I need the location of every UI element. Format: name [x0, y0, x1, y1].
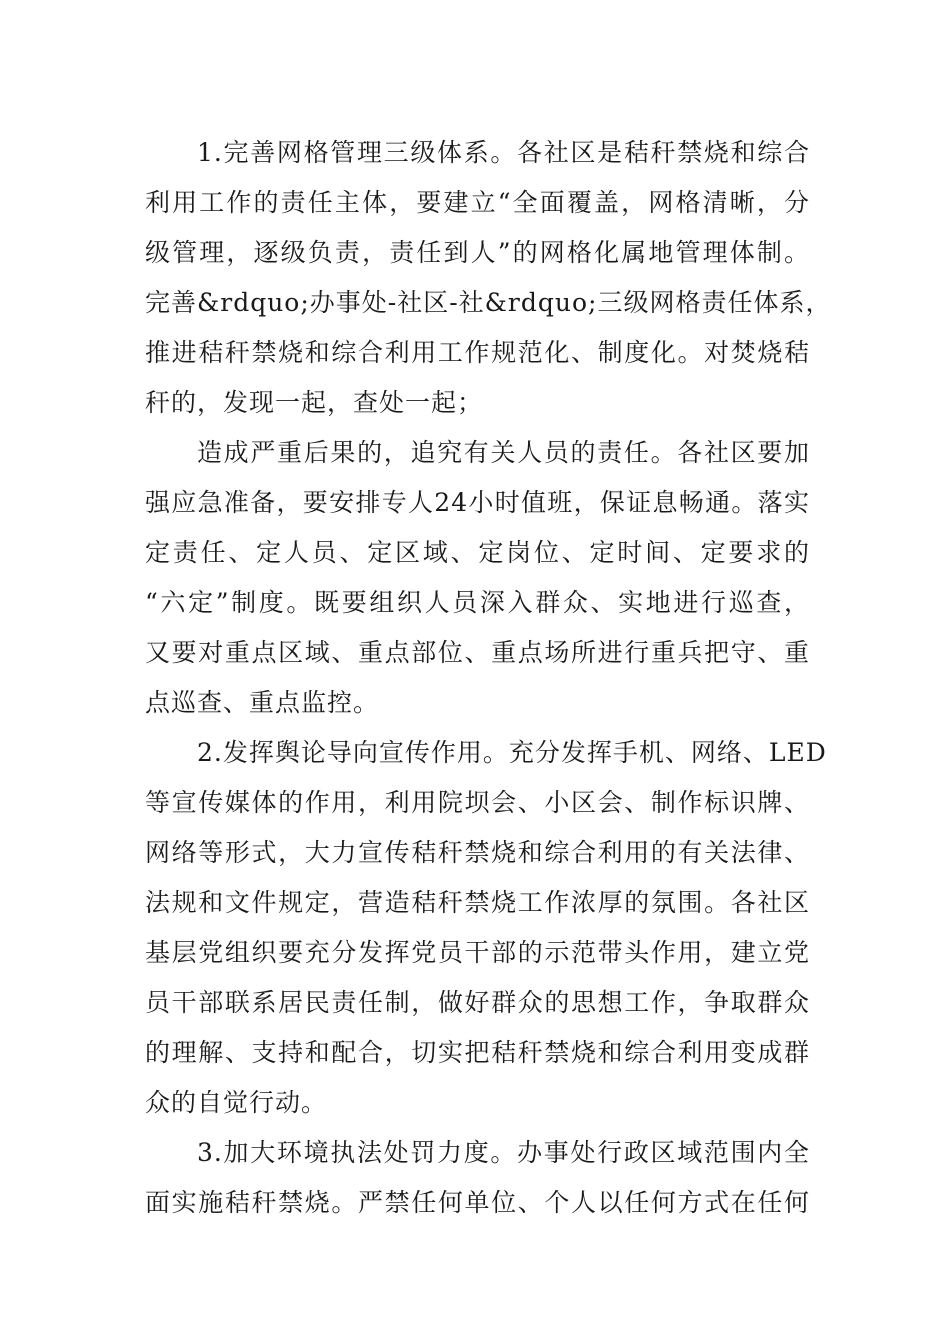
text-line: 众的自觉行动。: [145, 1088, 328, 1117]
text-line: 的理解、支持和配合，切实把秸秆禁烧和综合利用变成群: [145, 1038, 810, 1067]
text-line: 又要对重点区域、重点部位、重点场所进行重兵把守、重: [145, 638, 810, 667]
paragraph: [145, 428, 810, 728]
text-line: 面实施秸秆禁烧。严禁任何单位、个人以任何方式在任何: [145, 1188, 810, 1217]
text-line: 造成严重后果的，追究有关人员的责任。各社区要加: [197, 438, 810, 467]
text-line: 秆的，发现一起，查处一起；: [145, 388, 484, 417]
text-line: 网络等形式，大力宣传秸秆禁烧和综合利用的有关法律、: [145, 838, 810, 867]
text-line: 法规和文件规定，营造秸秆禁烧工作浓厚的氛围。各社区: [145, 888, 810, 917]
paragraph: [145, 128, 832, 428]
text-line: 1.完善网格管理三级体系。各社区是秸秆禁烧和综合: [197, 138, 810, 167]
text-line: 定责任、定人员、定区域、定岗位、定时间、定要求的: [145, 538, 810, 567]
text-line: 推进秸秆禁烧和综合利用工作规范化、制度化。对焚烧秸: [145, 338, 810, 367]
text-line: 等宣传媒体的作用，利用院坝会、小区会、制作标识牌、: [145, 788, 810, 817]
text-line: 员干部联系居民责任制，做好群众的思想工作，争取群众: [145, 988, 810, 1017]
text-line: 2.发挥舆论导向宣传作用。充分发挥手机、网络、LED: [197, 738, 827, 767]
paragraph: [145, 1128, 810, 1228]
document-body: [145, 128, 832, 1228]
text-line: 3.加大环境执法处罚力度。办事处行政区域范围内全: [197, 1138, 810, 1167]
text-line: 基层党组织要充分发挥党员干部的示范带头作用，建立党: [145, 938, 810, 967]
text-line: “六定”制度。既要组织人员深入群众、实地进行巡查，: [145, 588, 810, 617]
text-line: 完善&rdquo;办事处-社区-社&rdquo;三级网格责任体系，: [145, 288, 832, 317]
text-line: 强应急准备，要安排专人24小时值班，保证息畅通。落实: [145, 488, 810, 517]
text-line: 点巡查、重点监控。: [145, 688, 380, 717]
text-line: 级管理，逐级负责，责任到人”的网格化属地管理体制。: [145, 238, 810, 267]
paragraph: [145, 728, 827, 1128]
text-line: 利用工作的责任主体，要建立“全面覆盖，网格清晰，分: [145, 188, 810, 217]
